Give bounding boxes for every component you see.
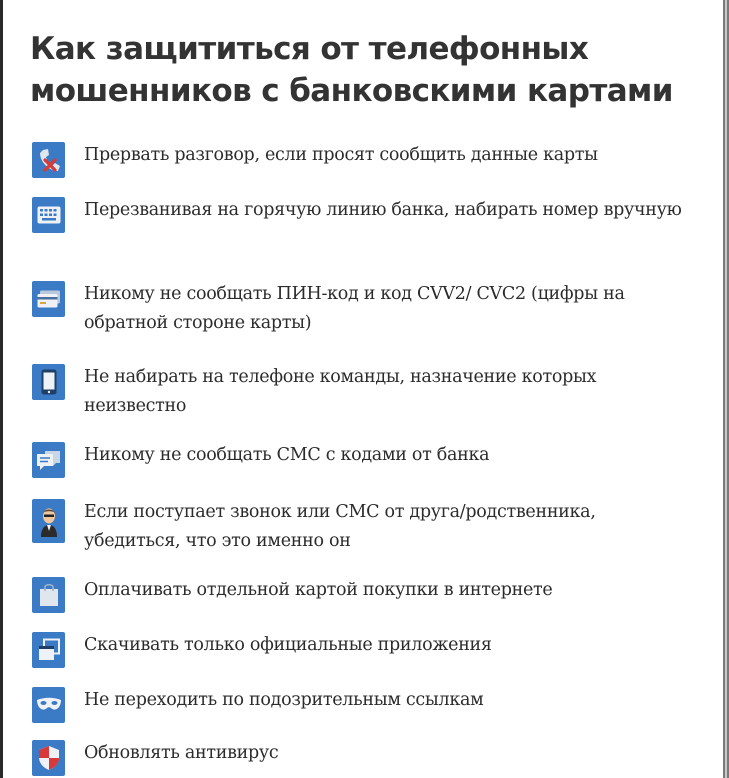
tip-item-verify-caller — [32, 498, 692, 556]
tip-item-phone-commands — [32, 363, 692, 421]
mask-icon — [32, 687, 65, 723]
tip-item-separate-card — [32, 576, 692, 613]
tip-item-hang-up — [32, 141, 692, 178]
smartphone-icon — [32, 364, 65, 400]
title-line-2: мошенников с банковскими картами — [30, 73, 673, 109]
shopping-bag-icon — [32, 577, 65, 613]
title-line-1: Как защититься от телефонных — [30, 31, 589, 67]
tip-text: Скачивать только официальные приложения — [84, 635, 492, 655]
tip-item-keypad — [32, 196, 692, 233]
tip-text: Не переходить по подозрительным ссылкам — [84, 690, 484, 710]
tip-text: Перезванивая на горячую линию банка, набирать номер вручную — [84, 200, 682, 220]
tip-text: Если поступает звонок или СМС от друга/родственника, убедиться, что это именно он — [84, 502, 596, 551]
right-border — [723, 0, 729, 778]
credit-card-icon — [32, 281, 65, 317]
tip-item-suspicious-links — [32, 686, 692, 723]
tip-text: Прервать разговор, если просят сообщить данные карты — [84, 145, 598, 165]
left-border — [0, 0, 3, 778]
person-icon — [32, 499, 65, 543]
tip-text: Никому не сообщать СМС с кодами от банка — [84, 445, 490, 465]
tip-item-antivirus — [32, 739, 692, 776]
tip-text: Обновлять антивирус — [84, 743, 279, 763]
tip-item-pin-code — [32, 280, 692, 338]
page-title — [30, 28, 710, 112]
keypad-icon — [32, 197, 65, 233]
shield-icon — [32, 740, 65, 776]
tip-item-sms-codes — [32, 441, 692, 478]
tip-text: Никому не сообщать ПИН-код и код CVV2/ CVC2 (цифры на обратной стороне карты) — [84, 284, 625, 333]
phone-hangup-icon — [32, 142, 65, 178]
tip-text: Оплачивать отдельной картой покупки в интернете — [84, 580, 553, 600]
tip-text: Не набирать на телефоне команды, назначение которых неизвестно — [84, 367, 597, 416]
app-windows-icon — [32, 632, 65, 668]
sms-message-icon — [32, 442, 65, 478]
tip-item-official-apps — [32, 631, 692, 668]
